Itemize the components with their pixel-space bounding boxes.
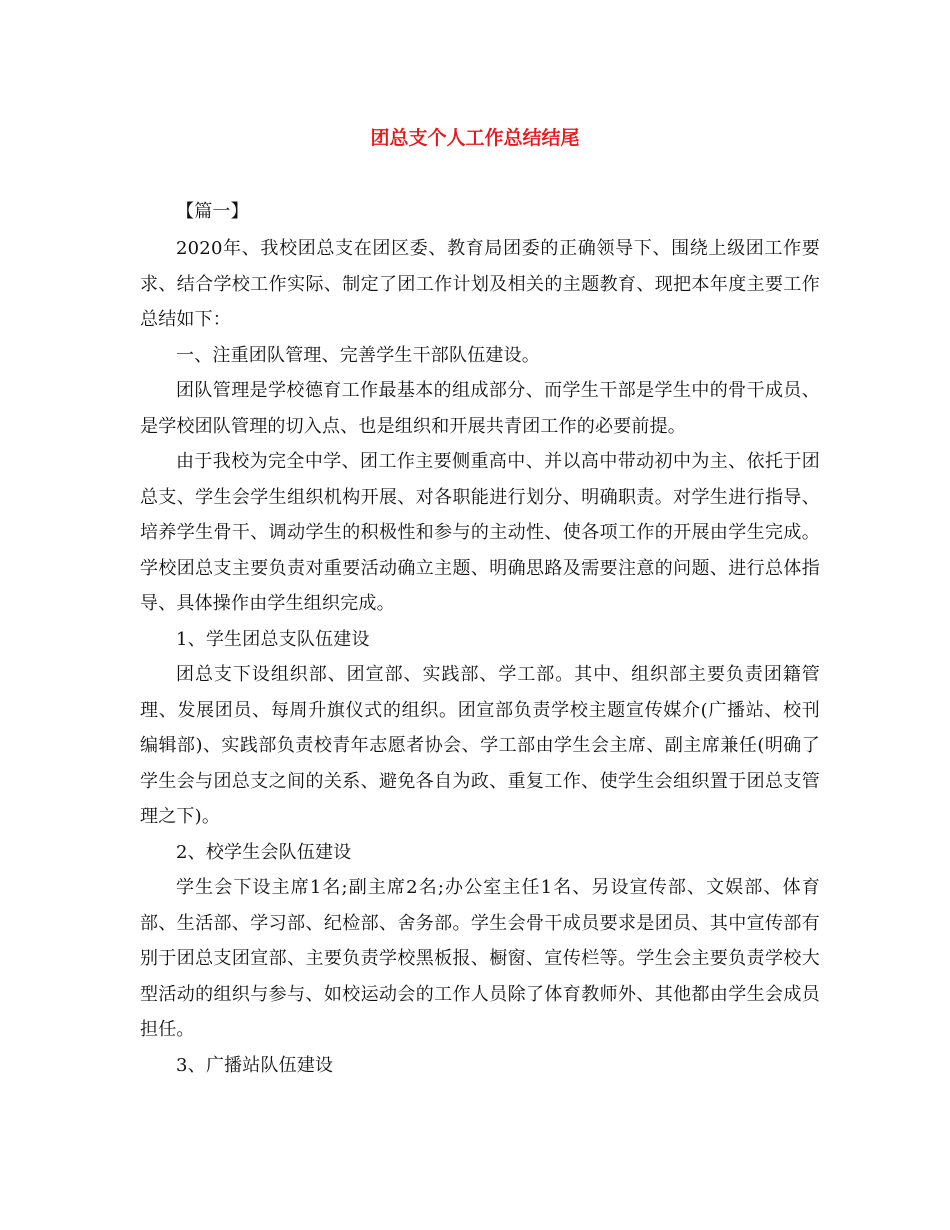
subsection-heading: 3、广播站队伍建设 bbox=[176, 1054, 334, 1076]
paragraph: 学生会下设主席1名;副主席2名;办公室主任1名、另设宣传部、文娱部、体育部、生活部、学习部、纪检部、舍务部。学生会骨干成员要求是团员、其中宣传部有别于团总支团宣部、主要负责学校黑板报、橱窗、宣传栏等。学生会主要负责学校大型活动的组织与参与、如校运动会的工作人员除了体育教师外、其他都由学生会成员担任。 bbox=[140, 877, 820, 1040]
subsection-heading: 一、注重团队管理、完善学生干部队伍建设。 bbox=[176, 344, 540, 366]
section-heading: 【篇一】 bbox=[176, 201, 249, 222]
subsection-heading: 2、校学生会队伍建设 bbox=[176, 841, 352, 863]
paragraph: 2020年、我校团总支在团区委、教育局团委的正确领导下、围绕上级团工作要求、结合学校工作实际、制定了团工作计划及相关的主题教育、现把本年度主要工作总结如下： bbox=[140, 238, 820, 330]
paragraph: 由于我校为完全中学、团工作主要侧重高中、并以高中带动初中为主、依托于团总支、学生会学生组织机构开展、对各职能进行划分、明确职责。对学生进行指导、培养学生骨干、调动学生的积极性和参与的主动性、使各项工作的开展由学生完成。学校团总支主要负责对重要活动确立主题、明确思路及需要注意的问题、进行总体指导、具体操作由学生组织完成。 bbox=[140, 451, 820, 614]
paragraph: 团队管理是学校德育工作最基本的组成部分、而学生干部是学生中的骨干成员、是学校团队管理的切入点、也是组织和开展共青团工作的必要前提。 bbox=[140, 380, 820, 437]
document-body bbox=[140, 194, 820, 1083]
page-title: 团总支个人工作总结结尾 bbox=[370, 127, 580, 149]
paragraph: 团总支下设组织部、团宣部、实践部、学工部。其中、组织部主要负责团籍管理、发展团员、每周升旗仪式的组织。团宣部负责学校主题宣传媒介(广播站、校刊编辑部)、实践部负责校青年志愿者协会、学工部由学生会主席、副主席兼任(明确了学生会与团总支之间的关系、避免各自为政、重复工作、使学生会组织置于团总支管理之下)。 bbox=[140, 664, 820, 827]
subsection-heading: 1、学生团总支队伍建设 bbox=[176, 628, 370, 650]
